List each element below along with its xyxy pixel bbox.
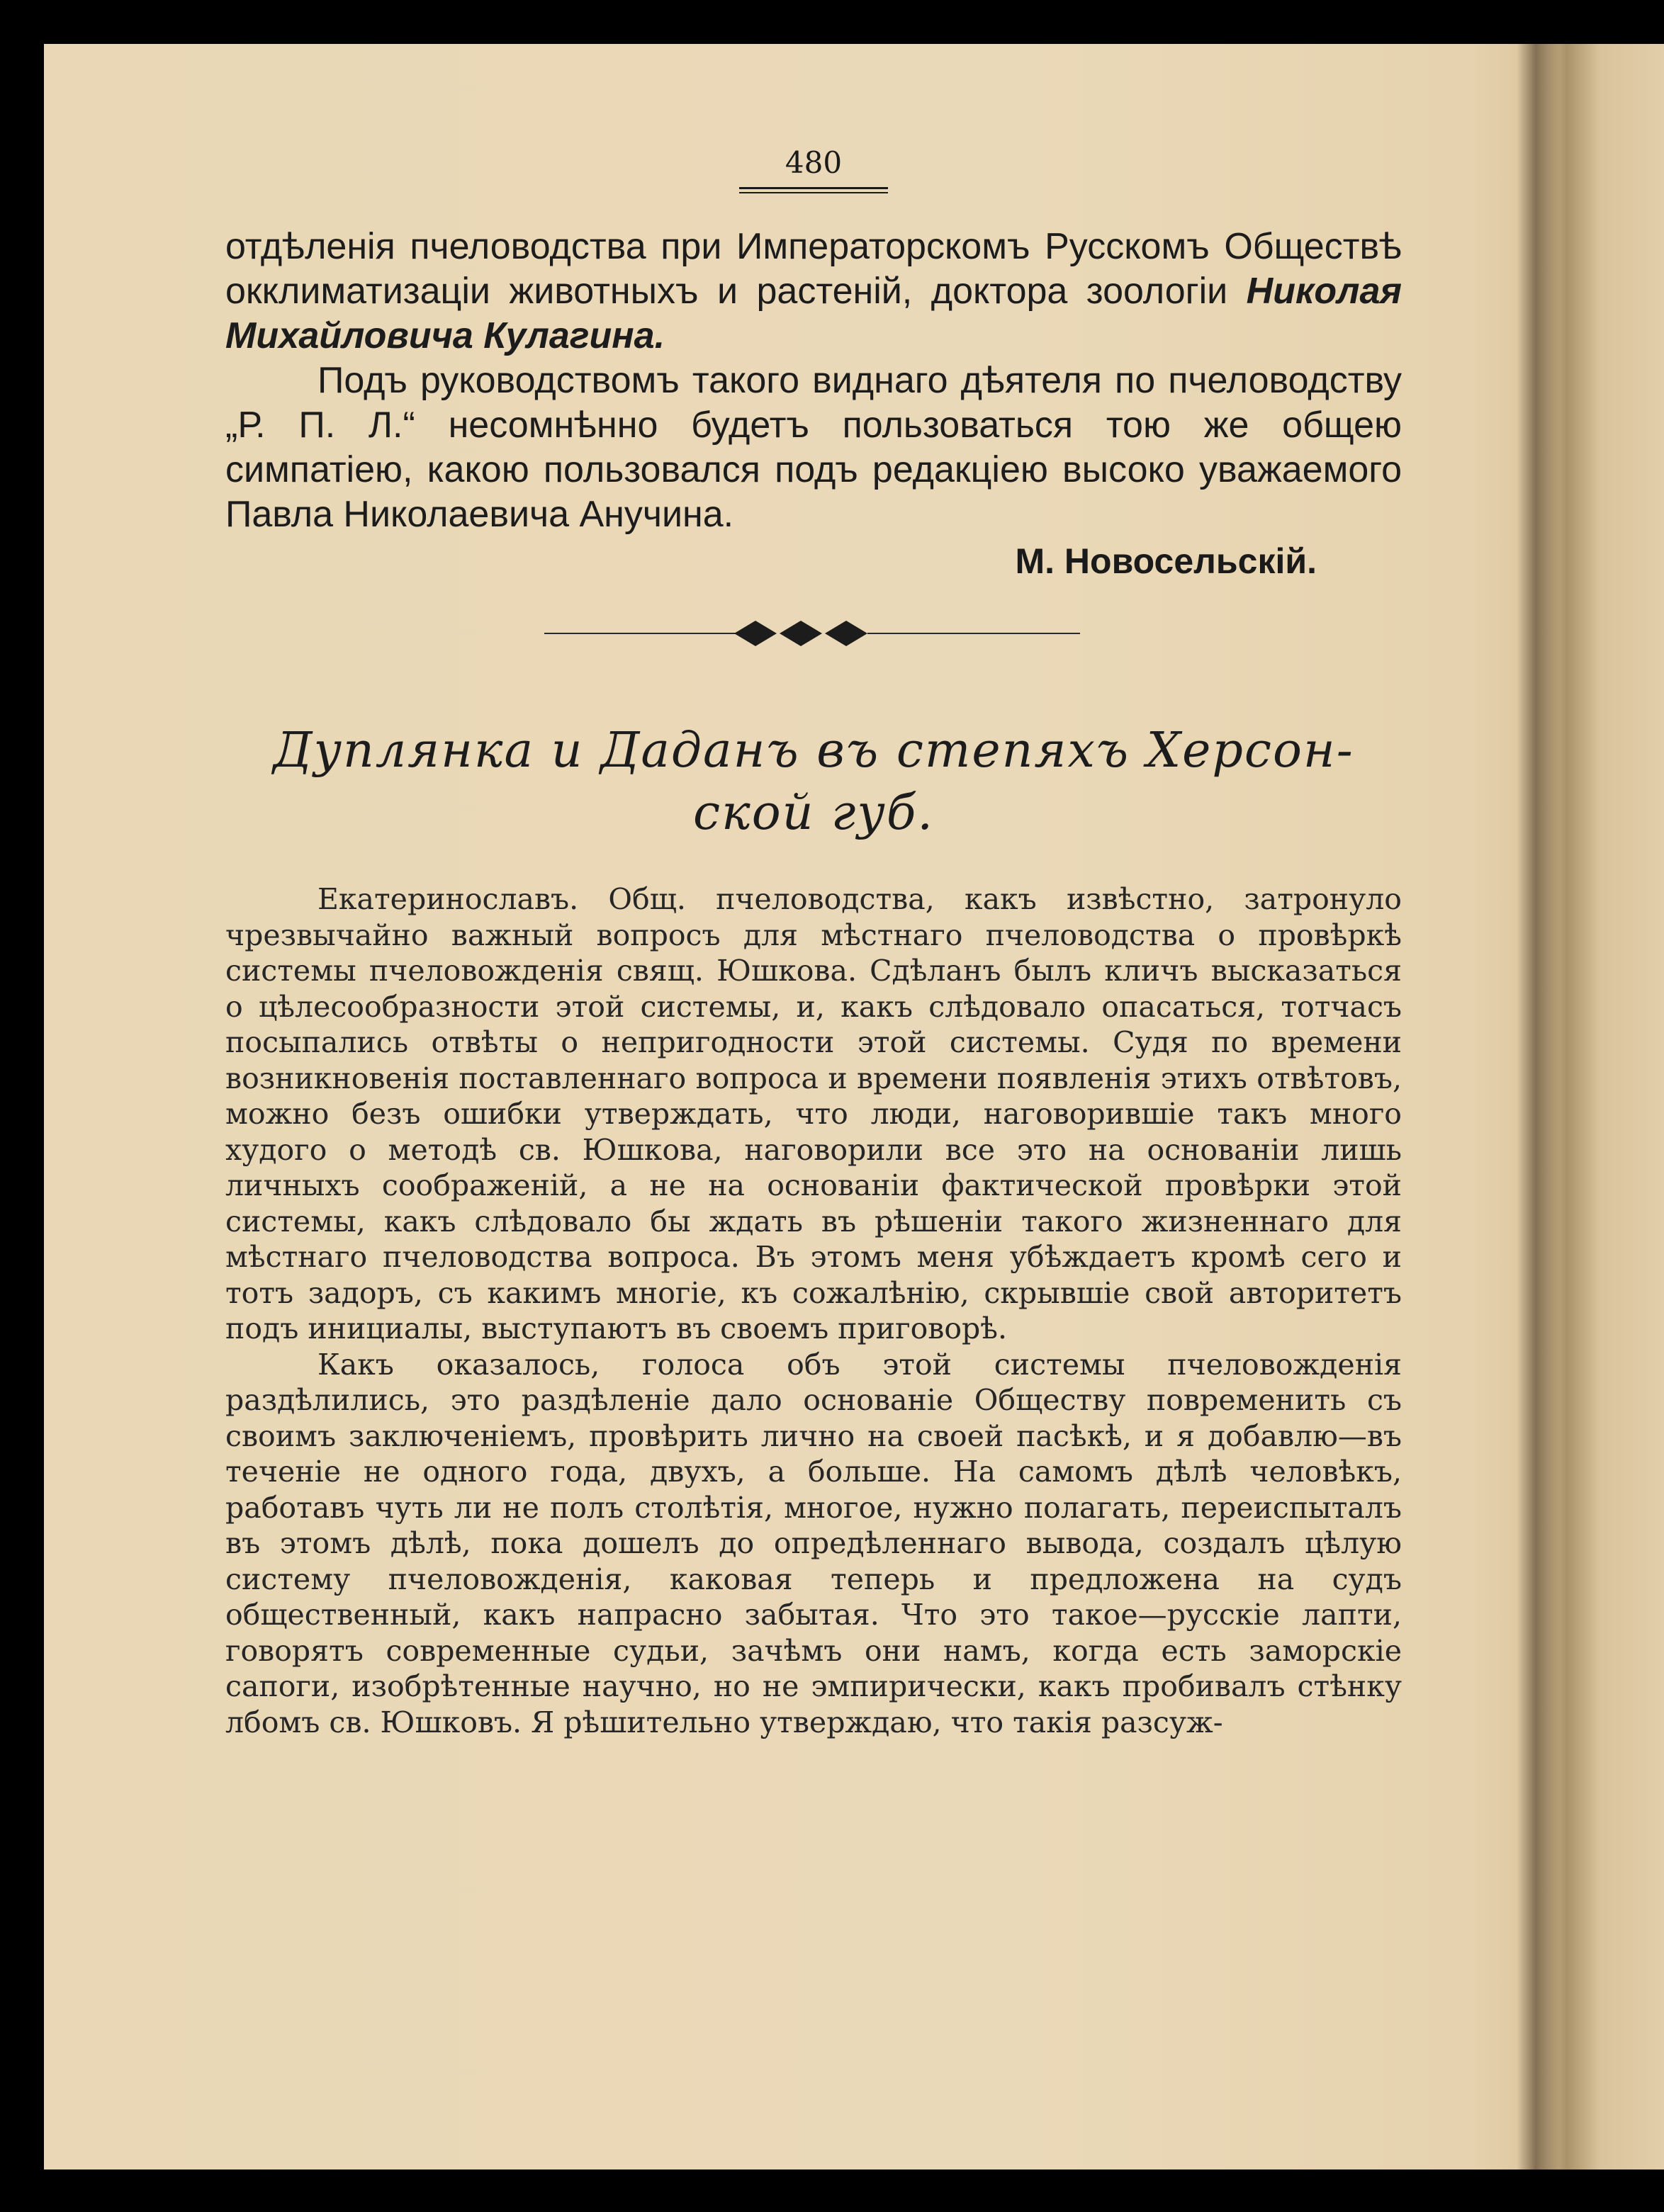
intro-name: Николая Михайловича Кулагина. [225,271,1402,356]
intro-paragraph-1 [225,225,1402,359]
intro-paragraph-2 [225,359,1402,537]
article-paragraph-1-text: Екатеринославъ. Общ. пчеловодства, какъ извѣстно, затронуло чрезвычайно важный вопросъ для мѣстнаго пчеловодства о провѣркѣ системы пчеловожденія свящ. Юшкова. Сдѣланъ былъ кличъ высказаться о цѣлесообразности этой системы, и, какъ слѣдовало опасаться, тотчасъ посыпались отвѣты о непригодности этой системы. Судя по времени возникновенія поставленнаго вопроса и времени появленія этихъ отвѣтовъ, можно безъ ошибки утверждать, что люди, наговорившіе такъ много худого о методѣ св. Юшкова, наговорили все это на основаніи лишь личныхъ соображеній, а не на основаніи фактической провѣрки этой системы, какъ слѣдовало бы ждать въ рѣшеніи такого жизненнаго для мѣстнаго пчеловодства вопроса. Въ этомъ меня убѣждаетъ кромѣ сего и тотъ задоръ, съ какимъ многіе, къ сожалѣнію, скрывшіе свой авторитетъ подъ инициалы, выступаютъ въ своемъ приговорѣ. [225,882,1402,1345]
page-number: 480 [785,145,843,180]
intro-para2-text: Подъ руководствомъ такого виднаго дѣятеля по пчеловодству „Р. П. Л.“ несомнѣнно будетъ пользоваться тою же общею симпатіею, какою пользовался подъ редакціею высоко уважаемого Павла Николаевича Анучина. [225,360,1402,535]
divider-line-left [544,633,736,634]
diamond-ornament-icon [731,618,873,649]
page-content [225,142,1402,1740]
article-paragraph-2-text: Какъ оказалось, голоса объ этой системы пчеловожденія раздѣлились, это раздѣленіе дало основаніе Обществу повременить съ своимъ заключеніемъ, провѣрить лично на своей пасѣкѣ, и я добавлю—въ теченіе не одного года, двухъ, а больше. На самомъ дѣлѣ человѣкъ, работавъ чуть ли не полъ столѣтія, многое, нужно полагать, переиспыталъ въ этомъ дѣлѣ, пока дошелъ до опредѣленнаго вывода, создалъ цѣлую систему пчеловожденія, каковая теперь и предложена на судъ общественный, какъ напрасно забытая. Что это такое—русскіе лапти, говорятъ современные судьи, зачѣмъ они намъ, когда есть заморскіе сапоги, изобрѣтенные научно, но не эмпирически, какъ пробивалъ стѣнку лбомъ св. Юшковъ. Я рѣшительно утверждаю, что такія разсуж- [225,1347,1402,1739]
article-title [225,720,1402,845]
article-title-line-1: Дуплянка и Даданъ въ степяхъ Херсон- [273,723,1354,779]
article-title-line-2: ской губ. [693,785,934,841]
signature: М. Новосельскій. [1015,541,1317,581]
section-divider [225,612,1402,655]
article-paragraph-2 [225,1347,1402,1741]
page-number-rule [739,187,888,193]
intro-text: отдѣленія пчеловодства при Императорскомъ Русскомъ Обществѣ окклиматизаціи животныхъ и растеній, доктора зоологіи [225,226,1402,312]
article-paragraph-1 [225,881,1402,1347]
divider-line-right [867,633,1080,634]
book-gutter [1517,44,1559,2169]
